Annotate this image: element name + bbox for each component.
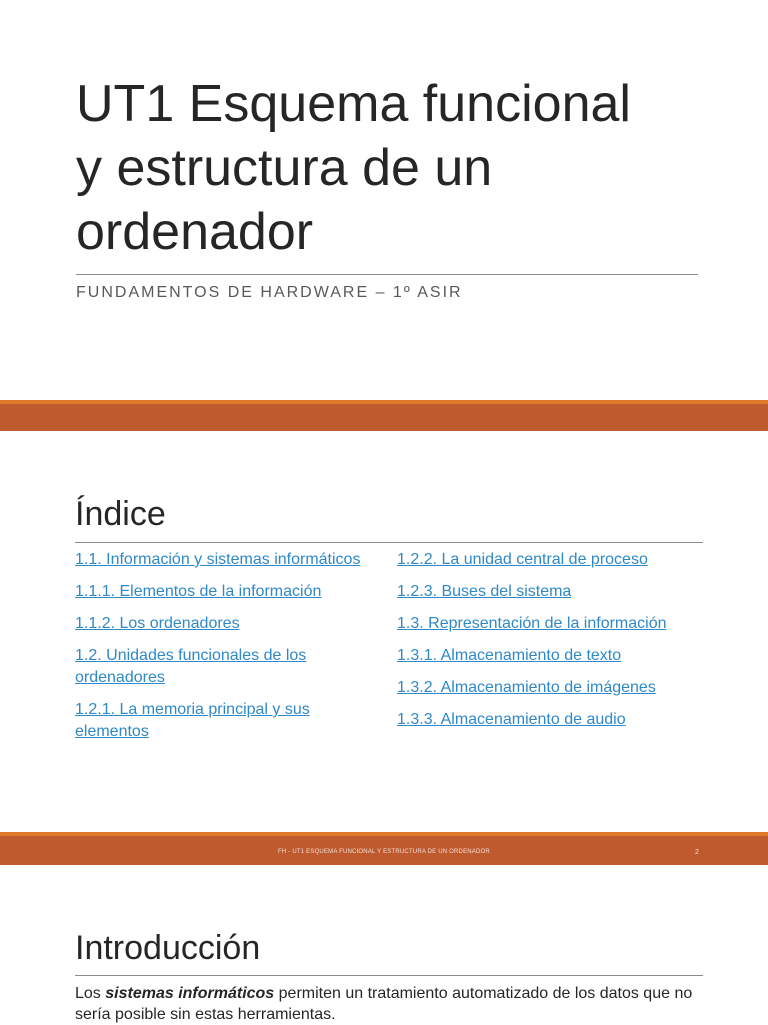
intro-slide [0, 865, 768, 1024]
index-right-column [397, 549, 707, 741]
footer-page-number: 2 [695, 849, 699, 856]
toc-link-1-2-3[interactable]: 1.2.3. Buses del sistema [397, 583, 572, 600]
presentation-title [76, 72, 716, 264]
index-slide [0, 431, 768, 832]
slide-footer-bar [0, 832, 768, 865]
intro-prefix: Los [75, 985, 106, 1002]
toc-link-1-3-3[interactable]: 1.3.3. Almacenamiento de audio [397, 711, 626, 728]
presentation-subtitle: FUNDAMENTOS DE HARDWARE – 1º ASIR [76, 284, 463, 301]
toc-link-1-3[interactable]: 1.3. Representación de la información [397, 615, 667, 632]
index-left-column [75, 549, 375, 753]
toc-link-1-2[interactable]: 1.2. Unidades funcionales de los ordenadores [75, 647, 307, 686]
toc-link-1-1[interactable]: 1.1. Información y sistemas informáticos [75, 551, 361, 568]
footer-title: FH - UT1 ESQUEMA FUNCIONAL Y ESTRUCTURA DE UN ORDENADOR [278, 849, 490, 855]
title-divider [76, 274, 698, 275]
title-line-1: UT1 Esquema funcional [76, 75, 631, 133]
index-heading: Índice [75, 495, 166, 533]
toc-link-1-1-1[interactable]: 1.1.1. Elementos de la información [75, 583, 322, 600]
title-line-3: ordenador [76, 203, 314, 261]
intro-suffix: permiten un tratamiento automatizado de los datos que no sería posible sin estas herramientas. [75, 985, 693, 1023]
intro-heading: Introducción [75, 929, 261, 967]
toc-link-1-1-2[interactable]: 1.1.2. Los ordenadores [75, 615, 240, 632]
toc-link-1-2-1[interactable]: 1.2.1. La memoria principal y sus elementos [75, 701, 310, 740]
toc-link-1-3-2[interactable]: 1.3.2. Almacenamiento de imágenes [397, 679, 656, 696]
intro-emphasis: sistemas informáticos [105, 985, 275, 1002]
title-slide [0, 0, 768, 400]
index-divider [75, 542, 703, 543]
intro-divider [75, 975, 703, 976]
toc-link-1-2-2[interactable]: 1.2.2. La unidad central de proceso [397, 551, 648, 568]
slide-separator-bar [0, 400, 768, 431]
intro-paragraph [75, 983, 705, 1025]
toc-link-1-3-1[interactable]: 1.3.1. Almacenamiento de texto [397, 647, 622, 664]
title-line-2: y estructura de un [76, 139, 493, 197]
